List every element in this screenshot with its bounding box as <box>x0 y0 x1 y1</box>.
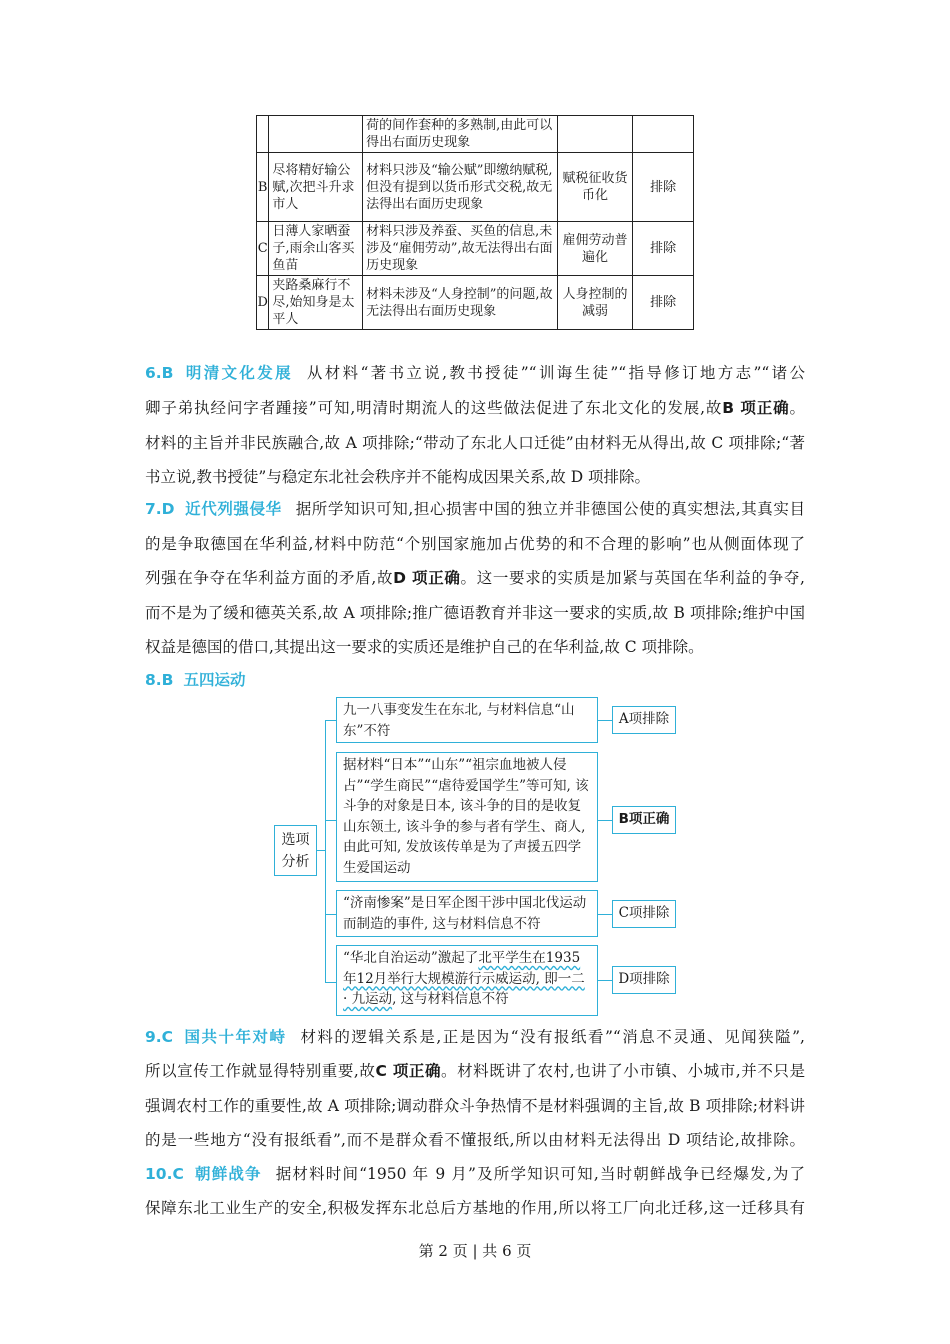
connector <box>325 820 336 821</box>
q7-topic: 近代列强侵华 <box>184 500 282 518</box>
branch-c-box: “济南惨案”是日军企图干涉中国北伐运动而制造的事件, 这与材料信息不符 <box>336 890 598 937</box>
table-row <box>257 276 694 330</box>
phenomenon-cell: 人身控制的减弱 <box>557 276 632 330</box>
q6-line-1 <box>145 361 805 385</box>
q7-text: 。这一要求的实质是加紧与英国在华利益的争夺, <box>460 569 805 587</box>
analysis-cell: 荷的间作套种的多熟制,由此可以得出右面历史现象 <box>363 116 558 153</box>
q7-line-4: 而不是为了缓和德英关系,故 A 项排除;推广德语教育并非这一要求的实质,故 B 项排除;维护中国 <box>145 604 805 622</box>
branch-c-result: C项排除 <box>612 900 676 928</box>
table-row <box>257 116 694 153</box>
q6-number: 6.B <box>145 364 174 382</box>
q7-text: 据所学知识可知,担心损害中国的独立并非德国公使的真实想法,其真实目 <box>295 500 805 518</box>
branch-d-emphasis: 北平学生在1935年12月举行大规模游行示威运动, 即一二 · 九运动 <box>343 950 585 1007</box>
branch-d-box <box>336 945 598 1016</box>
branch-d-text: , 这与材料信息不符 <box>392 991 509 1007</box>
analysis-cell: 材料未涉及“人身控制”的问题,故无法得出右面历史现象 <box>363 276 558 330</box>
diagram-root: 选项分析 <box>274 825 317 876</box>
material-cell <box>269 116 363 153</box>
q9-topic: 国共十年对峙 <box>183 1028 287 1046</box>
q6-line-2 <box>145 396 805 420</box>
material-cell: 日薄人家晒蚕子,雨余山客买鱼苗 <box>269 222 363 276</box>
analysis-cell: 材料只涉及养蚕、买鱼的信息,未涉及“雇佣劳动”,故无法得出右面历史现象 <box>363 222 558 276</box>
q9-line-4: 的是一些地方“没有报纸看”,而不是群众看不懂报纸,所以由材料无法得出 D 项结论,故排除。 <box>145 1131 805 1149</box>
result-cell: 排除 <box>633 153 694 222</box>
q10-topic: 朝鲜战争 <box>193 1165 262 1183</box>
q9-line-2 <box>145 1059 805 1083</box>
branch-d-text: “华北自治运动”激起了 <box>343 950 479 966</box>
q6-topic: 明清文化发展 <box>183 364 293 382</box>
option-cell: C <box>257 222 269 276</box>
q6-text: 卿子弟执经问字者踵接”可知,明清时期流人的这些做法促进了东北文化的发展,故 <box>145 399 723 417</box>
branch-a-result: A项排除 <box>612 706 676 734</box>
phenomenon-cell <box>557 116 632 153</box>
analysis-cell: 材料只涉及“输公赋”即缴纳赋税,但没有提到以货币形式交税,故无法得出右面历史现象 <box>363 153 558 222</box>
branch-a-box: 九一八事变发生在东北, 与材料信息“山东”不符 <box>336 697 598 743</box>
material-cell: 夹路桑麻行不尽,始知身是太平人 <box>269 276 363 330</box>
branch-b-result: B项正确 <box>612 806 676 834</box>
q8-line-1 <box>145 668 805 692</box>
page-number: 第 2 页 | 共 6 页 <box>418 1242 532 1260</box>
option-cell: D <box>257 276 269 330</box>
q9-number: 9.C <box>145 1028 174 1046</box>
option-cell <box>257 116 269 153</box>
material-cell: 尽将精好输公赋,次把斗升求市人 <box>269 153 363 222</box>
table-row <box>257 153 694 222</box>
result-cell: 排除 <box>633 222 694 276</box>
q9-text: 。材料既讲了农村,也讲了小市镇、小城市,并不只是 <box>441 1062 805 1080</box>
table-row <box>257 222 694 276</box>
q9-line-3: 强调农村工作的重要性,故 A 项排除;调动群众斗争热情不是材料强调的主旨,故 B 项排除;材料讲 <box>145 1097 805 1115</box>
q9-line-1 <box>145 1025 805 1049</box>
phenomenon-cell: 雇佣劳动普遍化 <box>557 222 632 276</box>
connector <box>598 720 612 721</box>
q7-line-5: 权益是德国的借口,其提出这一要求的实质还是维护自己的在华利益,故 C 项排除。 <box>145 638 704 656</box>
q7-line-3 <box>145 566 805 590</box>
connector <box>598 980 612 981</box>
q7-correct-answer: D 项正确 <box>393 569 461 587</box>
q7-line-1 <box>145 497 805 521</box>
q7-line-2: 的是争取德国在华利益,材料中防范“个别国家施加占优势的和不合理的影响”也从侧面体现了 <box>145 535 805 553</box>
result-cell: 排除 <box>633 276 694 330</box>
connector <box>325 720 326 982</box>
answer-analysis-table <box>256 115 694 330</box>
q10-number: 10.C <box>145 1165 184 1183</box>
q7-text: 列强在争夺在华利益方面的矛盾,故 <box>145 569 394 587</box>
q6-line-4: 书立说,教书授徒”与稳定东北社会秩序并不能构成因果关系,故 D 项排除。 <box>145 468 651 486</box>
phenomenon-cell: 赋税征收货币化 <box>557 153 632 222</box>
connector <box>325 720 336 721</box>
q8-topic: 五四运动 <box>183 671 246 689</box>
connector <box>325 914 336 915</box>
q9-text: 所以宣传工作就显得特别重要,故 <box>145 1062 376 1080</box>
q6-text: 从材料“著书立说,教书授徒”“训诲生徒”“指导修订地方志”“诸公 <box>306 364 805 382</box>
connector <box>598 914 612 915</box>
q6-text: 。 <box>789 399 805 417</box>
q6-line-3: 材料的主旨并非民族融合,故 A 项排除;“带动了东北人口迁徙”由材料无从得出,故 C 项排除;“著 <box>145 434 805 452</box>
q10-line-1 <box>145 1162 805 1186</box>
q9-correct-answer: C 项正确 <box>375 1062 442 1080</box>
q9-text: 材料的逻辑关系是,正是因为“没有报纸看”“消息不灵通、见闻狭隘”, <box>300 1028 805 1046</box>
q6-correct-answer: B 项正确 <box>722 399 790 417</box>
connector <box>325 982 336 983</box>
q7-number: 7.D <box>145 500 175 518</box>
q10-line-2: 保障东北工业生产的安全,积极发挥东北总后方基地的作用,所以将工厂向北迁移,这一迁移具有 <box>145 1199 805 1217</box>
option-cell: B <box>257 153 269 222</box>
q8-number: 8.B <box>145 671 174 689</box>
q10-text: 据材料时间“1950 年 9 月”及所学知识可知,当时朝鲜战争已经爆发,为了 <box>275 1165 805 1183</box>
branch-b-box: 据材料“日本”“山东”“祖宗血地被人侵占”“学生商民”“虐待爱国学生”等可知, 该斗争的对象是日本, 该斗争的目的是收复山东领土, 该斗争的参与者有学生、商人, 由此可知, 发放该传单是为了声援五四学生爱国运动 <box>336 752 598 882</box>
result-cell <box>633 116 694 153</box>
connector <box>598 820 612 821</box>
branch-d-result: D项排除 <box>612 966 676 994</box>
